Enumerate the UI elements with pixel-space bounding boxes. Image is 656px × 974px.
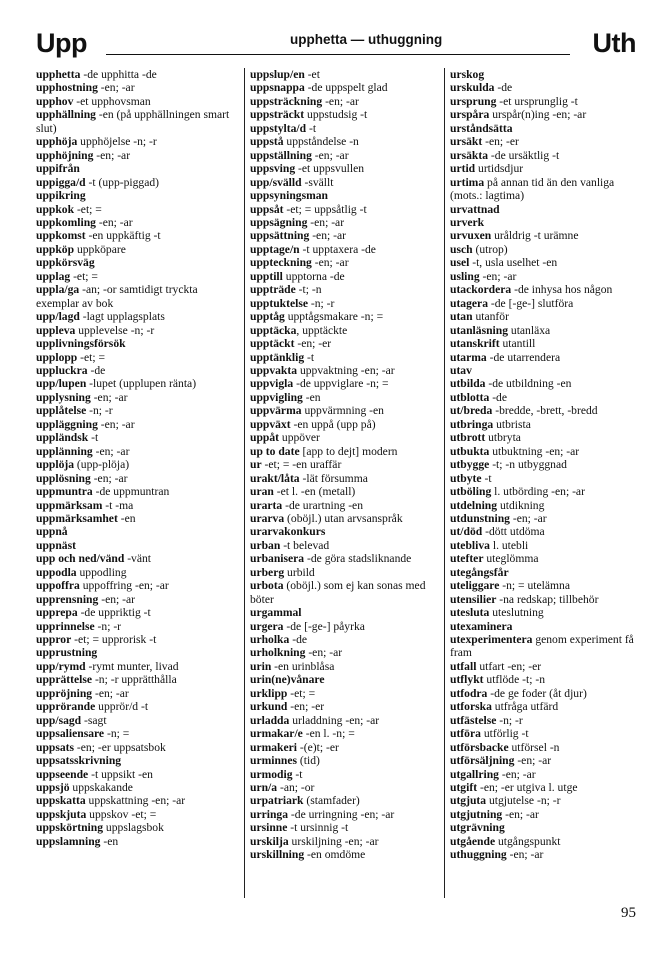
dictionary-entry: urmakeri -(e)t; -er xyxy=(250,740,339,754)
dictionary-entry: urholkning -en; -ar xyxy=(250,646,343,660)
dictionary-entry: urskog xyxy=(450,68,485,81)
dictionary-entry: upptill upptorna -de xyxy=(250,269,345,283)
dictionary-entry: utgjutning -en; -ar xyxy=(450,807,539,821)
dictionary-entry: upprörande upprör/d -t xyxy=(36,700,149,714)
dictionary-entry: ut/breda -bredde, -brett, -bredd xyxy=(450,404,598,418)
dictionary-entry: uppskörtning uppslagsbok xyxy=(36,821,164,835)
dictionary-entry: utförsbacke utförsel -n xyxy=(450,740,560,754)
dictionary-entry: uppkomling -en; -ar xyxy=(36,215,133,229)
page-header xyxy=(36,28,636,62)
dictionary-entry: urholka -de xyxy=(250,633,308,647)
dictionary-entry: upptåg upptågsmakare -n; = xyxy=(250,310,384,324)
dictionary-entry: utan utanför xyxy=(450,310,509,324)
column-2 xyxy=(250,68,440,898)
dictionary-entry: uppställning -en; -ar xyxy=(250,148,349,162)
dictionary-entry: upp/rymd -rymt munter, livad xyxy=(36,659,179,673)
dictionary-entry: urverk xyxy=(450,215,485,229)
dictionary-entry: utgift -en; -er utgiva l. utge xyxy=(450,781,578,795)
dictionary-entry: uppsåt -et; = uppsåtlig -t xyxy=(250,202,367,216)
dictionary-entry: uppla/ga -an; -or samtidigt tryckta exemplar av bok xyxy=(36,283,198,310)
column-1 xyxy=(36,68,241,898)
dictionary-entry: utbukta utbuktning -en; -ar xyxy=(450,444,580,458)
dictionary-entry: urarvakonkurs xyxy=(250,525,326,539)
dictionary-entry: usling -en; -ar xyxy=(450,269,517,283)
dictionary-entry: uppnäst xyxy=(36,538,76,552)
dictionary-entry: uppsyningsman xyxy=(250,189,328,203)
dictionary-entry: urmodig -t xyxy=(250,767,303,781)
dictionary-entry: urtid urtidsdjur xyxy=(450,162,524,176)
dictionary-entry: uppmuntra -de uppmuntran xyxy=(36,485,170,499)
column-divider xyxy=(244,68,245,898)
dictionary-entry: upphov -et upphovsman xyxy=(36,94,151,108)
dictionary-entry: upplösning -en; -ar xyxy=(36,471,128,485)
dictionary-entry: urberg urbild xyxy=(250,565,315,579)
dictionary-entry: uppväxt -en uppå (upp på) xyxy=(250,417,376,431)
dictionary-entry: uppvärma uppvärmning -en xyxy=(250,404,384,418)
dictionary-entry: utbringa utbrista xyxy=(450,417,531,431)
dictionary-entry: usel -t, usla uselhet -en xyxy=(450,256,558,270)
dictionary-entry: upplivningsförsök xyxy=(36,337,126,351)
dictionary-entry: urladda urladdning -en; -ar xyxy=(250,713,380,727)
dictionary-entry: upptäcka, upptäckte xyxy=(250,323,348,337)
dictionary-entry: utdunstning -en; -ar xyxy=(450,511,547,525)
dictionary-entry: urkund -en; -er xyxy=(250,700,325,714)
dictionary-entry: upplänning -en; -ar xyxy=(36,444,130,458)
dictionary-entry: utflykt utflöde -t; -n xyxy=(450,673,545,687)
dictionary-entry: uppnå xyxy=(36,525,68,539)
dictionary-entry: up to date [app to dejt] modern xyxy=(250,444,398,458)
dictionary-entry: urarta -de urartning -en xyxy=(250,498,364,512)
dictionary-entry: ur -et; = -en uraffär xyxy=(250,458,342,472)
dictionary-entry: uppikring xyxy=(36,189,86,203)
dictionary-entry: uppskjuta uppskov -et; = xyxy=(36,807,157,821)
dictionary-entry: upp och ned/vänd -vänt xyxy=(36,552,152,566)
dictionary-entry: urståndsätta xyxy=(450,121,513,135)
dictionary-entry: upphostning -en; -ar xyxy=(36,81,135,95)
dictionary-entry: utanläsning utanläxa xyxy=(450,323,551,337)
dictionary-entry: uppvigla -de uppviglare -n; = xyxy=(250,377,389,391)
dictionary-entry: utföra utförlig -t xyxy=(450,727,529,741)
dictionary-entry: upprepa -de uppriktig -t xyxy=(36,606,151,620)
dictionary-entry: uppkomst -en uppkäftig -t xyxy=(36,229,161,243)
dictionary-entry: uppseende -t uppsikt -en xyxy=(36,767,153,781)
dictionary-entry: utbilda -de utbildning -en xyxy=(450,377,572,391)
dictionary-entry: upplöja (upp-plöja) xyxy=(36,458,130,472)
dictionary-entry: uppstå uppståndelse -n xyxy=(250,135,359,149)
dictionary-entry: urbanisera -de göra stadsliknande xyxy=(250,552,412,566)
dictionary-entry: upptuktelse -n; -r xyxy=(250,296,335,310)
dictionary-entry: uthuggning -en; -ar xyxy=(450,848,544,862)
dictionary-entry: upprättelse -n; -r upprätthålla xyxy=(36,673,177,687)
dictionary-entry: utgående utgångspunkt xyxy=(450,834,561,848)
dictionary-entry: urarva (oböjl.) utan arvsanspråk xyxy=(250,511,403,525)
dictionary-entry: uppkok -et; = xyxy=(36,202,102,216)
dictionary-entry: uppstylta/d -t xyxy=(250,121,317,135)
dictionary-entry: upp/svälld -svällt xyxy=(250,175,334,189)
dictionary-entry: ursprung -et ursprunglig -t xyxy=(450,94,578,108)
dictionary-entry: utebliva l. utebli xyxy=(450,538,529,552)
dictionary-entry: urskillning -en omdöme xyxy=(250,848,366,862)
dictionary-entry: ursäkt -en; -er xyxy=(450,135,519,149)
dictionary-entry: utbygge -t; -n utbyggnad xyxy=(450,458,567,472)
dictionary-entry: uppköp uppköpare xyxy=(36,242,126,256)
dictionary-entry: upphöja upphöjelse -n; -r xyxy=(36,135,157,149)
dictionary-entry: upp/sagd -sagt xyxy=(36,713,107,727)
dictionary-entry: uppkörsväg xyxy=(36,256,95,270)
dictionary-entry: utarma -de utarrendera xyxy=(450,350,561,364)
dictionary-entry: uppleva upplevelse -n; -r xyxy=(36,323,155,337)
dictionary-entry: uppsträckning -en; -ar xyxy=(250,94,359,108)
dictionary-entry: upplag -et; = xyxy=(36,269,98,283)
dictionary-entry: uppoffra uppoffring -en; -ar xyxy=(36,579,169,593)
dictionary-entry: utgrävning xyxy=(450,821,505,835)
header-rule xyxy=(106,54,570,55)
dictionary-entry: ursäkta -de ursäktlig -t xyxy=(450,148,560,162)
dictionary-entry: ursinne -t ursinnig -t xyxy=(250,821,349,835)
dictionary-entry: uppsägning -en; -ar xyxy=(250,215,345,229)
dictionary-entry: uppvigling -en xyxy=(250,390,321,404)
dictionary-entry: uppluckra -de xyxy=(36,363,106,377)
dictionary-entry: utgallring -en; -ar xyxy=(450,767,536,781)
dictionary-entry: utanskrift utantill xyxy=(450,337,536,351)
dictionary-entry: urringa -de urringning -en; -ar xyxy=(250,807,395,821)
dictionary-entry: urban -t belevad xyxy=(250,538,330,552)
dictionary-entry: uppsatsskrivning xyxy=(36,754,122,768)
dictionary-entry: uteliggare -n; = utelämna xyxy=(450,579,570,593)
dictionary-entry: uppsnappa -de uppspelt glad xyxy=(250,81,388,95)
dictionary-entry: upphällning -en (på upphällningen smart slut) xyxy=(36,108,230,135)
dictionary-entry: urpatriark (stamfader) xyxy=(250,794,360,808)
dictionary-entry: uppodla uppodling xyxy=(36,565,127,579)
dictionary-entry: uppsats -en; -er uppsatsbok xyxy=(36,740,166,754)
dictionary-entry: urin -en urinblåsa xyxy=(250,659,335,673)
dictionary-entry: uran -et l. -en (metall) xyxy=(250,485,356,499)
dictionary-entry: ut/död -dött utdöma xyxy=(450,525,545,539)
dictionary-entry: utbrott utbryta xyxy=(450,431,521,445)
dictionary-entry: utgjuta utgjutelse -n; -r xyxy=(450,794,561,808)
dictionary-entry: utböling l. utbörding -en; -ar xyxy=(450,485,585,499)
dictionary-entry: uppsaliensare -n; = xyxy=(36,727,130,741)
dictionary-entry: urbota (oböjl.) som ej kan sonas med böter xyxy=(250,579,426,606)
dictionary-entry: utensilier -na redskap; tillbehör xyxy=(450,592,599,606)
dictionary-entry: utackordera -de inhysa hos någon xyxy=(450,283,613,297)
dictionary-entry: upp/lagd -lagt upplagsplats xyxy=(36,310,165,324)
dictionary-columns xyxy=(36,68,642,898)
dictionary-entry: upplopp -et; = xyxy=(36,350,106,364)
column-3 xyxy=(450,68,642,898)
page-number: 95 xyxy=(621,905,636,921)
dictionary-entry: utefter uteglömma xyxy=(450,552,539,566)
dictionary-entry: uppsträckt uppstudsig -t xyxy=(250,108,368,122)
left-guide-word: Upp xyxy=(36,28,87,58)
dictionary-entry: utdelning utdikning xyxy=(450,498,545,512)
dictionary-entry: utegångsfår xyxy=(450,565,509,579)
dictionary-entry: uppvakta uppvaktning -en; -ar xyxy=(250,363,395,377)
dictionary-entry: utforska utfråga utfärd xyxy=(450,700,559,714)
dictionary-entry: upprinnelse -n; -r xyxy=(36,619,122,633)
dictionary-entry: utblotta -de xyxy=(450,390,507,404)
dictionary-entry: uppröjning -en; -ar xyxy=(36,686,129,700)
dictionary-entry: utbyte -t xyxy=(450,471,492,485)
column-divider xyxy=(444,68,445,898)
dictionary-entry: urklipp -et; = xyxy=(250,686,316,700)
dictionary-entry: urgammal xyxy=(250,606,302,620)
dictionary-entry: uppmärksam -t -ma xyxy=(36,498,134,512)
dictionary-entry: urminnes (tid) xyxy=(250,754,320,768)
dictionary-entry: urskulda -de xyxy=(450,81,513,95)
dictionary-entry: upphetta -de upphitta -de xyxy=(36,68,157,81)
dictionary-entry: uppslup/en -et xyxy=(250,68,320,81)
dictionary-entry: uppigga/d -t (upp-piggad) xyxy=(36,175,160,189)
dictionary-entry: uppslamning -en xyxy=(36,834,119,848)
dictionary-entry: upprustning xyxy=(36,646,98,660)
dictionary-entry: uppsving -et uppsvullen xyxy=(250,162,365,176)
dictionary-entry: utförsäljning -en; -ar xyxy=(450,754,552,768)
dictionary-entry: utagera -de [-ge-] slutföra xyxy=(450,296,574,310)
dictionary-entry: uppror -et; = upprorisk -t xyxy=(36,633,157,647)
dictionary-entry: upphöjning -en; -ar xyxy=(36,148,131,162)
dictionary-entry: upprensning -en; -ar xyxy=(36,592,136,606)
dictionary-entry: uppträde -t; -n xyxy=(250,283,322,297)
right-guide-word: Uth xyxy=(592,28,636,58)
page-title: upphetta — uthuggning xyxy=(290,32,443,47)
dictionary-entry: urgera -de [-ge-] påyrka xyxy=(250,619,365,633)
dictionary-entry: urin(ne)vånare xyxy=(250,673,325,687)
dictionary-entry: upp/lupen -lupet (upplupen ränta) xyxy=(36,377,197,391)
dictionary-entry: utexaminera xyxy=(450,619,513,633)
dictionary-entry: upplysning -en; -ar xyxy=(36,390,128,404)
dictionary-entry: utav xyxy=(450,363,472,377)
dictionary-entry: uppländsk -t xyxy=(36,431,99,445)
dictionary-entry: utfall utfart -en; -er xyxy=(450,659,542,673)
dictionary-entry: urvattnad xyxy=(450,202,500,216)
dictionary-entry: urspåra urspår(n)ing -en; -ar xyxy=(450,108,587,122)
dictionary-entry: uppifrån xyxy=(36,162,80,176)
dictionary-entry: utfästelse -n; -r xyxy=(450,713,523,727)
dictionary-entry: uppmärksamhet -en xyxy=(36,511,136,525)
dictionary-entry: upptänklig -t xyxy=(250,350,315,364)
dictionary-entry: uppåt uppöver xyxy=(250,431,320,445)
dictionary-entry: urakt/låta -lät försumma xyxy=(250,471,368,485)
dictionary-entry: uppteckning -en; -ar xyxy=(250,256,349,270)
dictionary-entry: upptage/n -t upptaxera -de xyxy=(250,242,376,256)
dictionary-entry: urmakar/e -en l. -n; = xyxy=(250,727,355,741)
dictionary-entry: utexperimentera genom experiment få fram xyxy=(450,633,634,660)
dictionary-entry: uppskatta uppskattning -en; -ar xyxy=(36,794,186,808)
dictionary-entry: uppsjö uppskakande xyxy=(36,781,133,795)
dictionary-entry: urn/a -an; -or xyxy=(250,781,315,795)
dictionary-entry: usch (utrop) xyxy=(450,242,508,256)
dictionary-entry: upptäckt -en; -er xyxy=(250,337,332,351)
dictionary-entry: urtima på annan tid än den vanliga (mots.: lagtima) xyxy=(450,175,615,203)
dictionary-entry: urvuxen uråldrig -t urämne xyxy=(450,229,579,243)
dictionary-entry: urskilja urskiljning -en; -ar xyxy=(250,834,379,848)
dictionary-entry: upplåtelse -n; -r xyxy=(36,404,113,418)
dictionary-entry: utfodra -de ge foder (åt djur) xyxy=(450,686,587,700)
dictionary-entry: utesluta uteslutning xyxy=(450,606,544,620)
dictionary-entry: uppsättning -en; -ar xyxy=(250,229,346,243)
dictionary-entry: uppläggning -en; -ar xyxy=(36,417,135,431)
